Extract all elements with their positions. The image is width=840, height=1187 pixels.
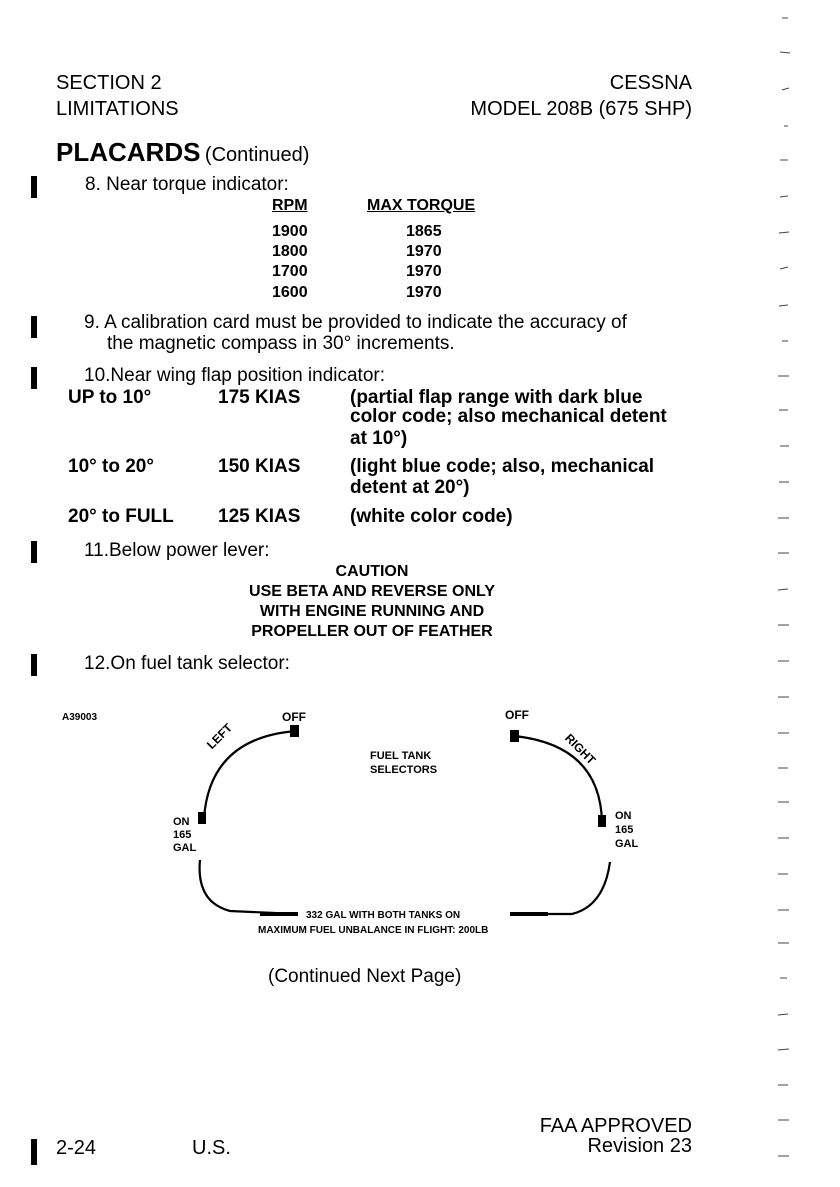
flap-range: 20° to FULL: [68, 506, 174, 527]
left-label: LEFT: [204, 720, 236, 752]
rpm-value: 1600: [272, 284, 308, 301]
torque-value: 1970: [406, 284, 442, 301]
title-suffix: (Continued): [204, 144, 310, 166]
on-left-capacity: 165: [173, 829, 192, 841]
torque-value: 1970: [406, 263, 442, 280]
figure-id: A39003: [62, 712, 98, 723]
selector-title: SELECTORS: [370, 764, 438, 776]
item-9-line2: the magnetic compass in 30° increments.: [107, 333, 455, 354]
left-on-detent: [198, 812, 206, 824]
right-off-detent: [510, 730, 519, 742]
on-right-unit: GAL: [615, 838, 639, 850]
torque-value: 1865: [406, 223, 442, 240]
flap-desc: (light blue code; also, mechanical: [350, 456, 655, 477]
flap-desc: (partial flap range with dark blue: [350, 387, 643, 408]
section-label: SECTION 2: [56, 72, 162, 94]
on-right-label: ON: [615, 810, 632, 822]
continued-note: (Continued Next Page): [268, 966, 462, 987]
on-left-unit: GAL: [173, 842, 197, 854]
limitations-label: LIMITATIONS: [56, 98, 179, 120]
caution-line: CAUTION: [335, 563, 409, 580]
both-tanks-bar-left: [260, 912, 298, 916]
caution-line: WITH ENGINE RUNNING AND: [259, 603, 485, 620]
country-label: U.S.: [192, 1137, 231, 1159]
on-right-capacity: 165: [615, 824, 634, 836]
torque-value: 1970: [406, 243, 442, 260]
selector-title: FUEL TANK: [370, 750, 432, 762]
rpm-value: 1900: [272, 223, 308, 240]
both-tanks-line-left: [200, 860, 298, 914]
left-selector-arc: [204, 731, 296, 818]
both-tanks-label: 332 GAL WITH BOTH TANKS ON: [306, 910, 461, 921]
manufacturer-label: CESSNA: [609, 72, 692, 94]
rpm-value: 1700: [272, 263, 308, 280]
flap-desc: at 10°): [350, 428, 408, 449]
flap-desc: (white color code): [350, 506, 513, 527]
max-unbalance-label: MAXIMUM FUEL UNBALANCE IN FLIGHT: 200LB: [258, 925, 489, 936]
left-off-detent: [290, 725, 299, 737]
right-label: RIGHT: [562, 731, 599, 768]
model-label: MODEL 208B (675 SHP): [470, 98, 692, 120]
scan-edge-marks: [770, 0, 800, 1187]
item-10-label: 10.Near wing flap position indicator:: [84, 365, 386, 386]
off-right-label: OFF: [505, 708, 529, 722]
caution-line: PROPELLER OUT OF FEATHER: [251, 623, 493, 640]
item-9-line1: 9. A calibration card must be provided to indicate the accuracy of: [84, 312, 627, 333]
approval-label: FAA APPROVED: [539, 1115, 692, 1137]
flap-speed: 125 KIAS: [218, 506, 301, 527]
both-tanks-bar-right: [510, 912, 548, 916]
right-selector-arc: [514, 736, 602, 822]
flap-speed: 150 KIAS: [218, 456, 301, 477]
both-tanks-line-right: [510, 862, 610, 914]
caution-line: USE BETA AND REVERSE ONLY: [249, 583, 495, 600]
item-11-label: 11.Below power lever:: [84, 540, 270, 561]
item-8-label: 8. Near torque indicator:: [85, 174, 289, 195]
flap-speed: 175 KIAS: [218, 387, 301, 408]
title-main: PLACARDS: [56, 137, 201, 167]
max-torque-header: MAX TORQUE: [367, 197, 476, 214]
rpm-header: RPM: [272, 197, 308, 214]
flap-range: 10° to 20°: [68, 456, 154, 477]
flap-range: UP to 10°: [68, 387, 152, 408]
rpm-value: 1800: [272, 243, 308, 260]
on-left-label: ON: [173, 816, 190, 828]
revision-label: Revision 23: [587, 1135, 692, 1157]
flap-desc: detent at 20°): [350, 477, 470, 498]
off-left-label: OFF: [282, 710, 306, 724]
right-on-detent: [598, 815, 606, 827]
item-12-label: 12.On fuel tank selector:: [84, 653, 290, 674]
flap-desc: color code; also mechanical detent: [350, 406, 667, 427]
page-number: 2-24: [56, 1137, 97, 1159]
